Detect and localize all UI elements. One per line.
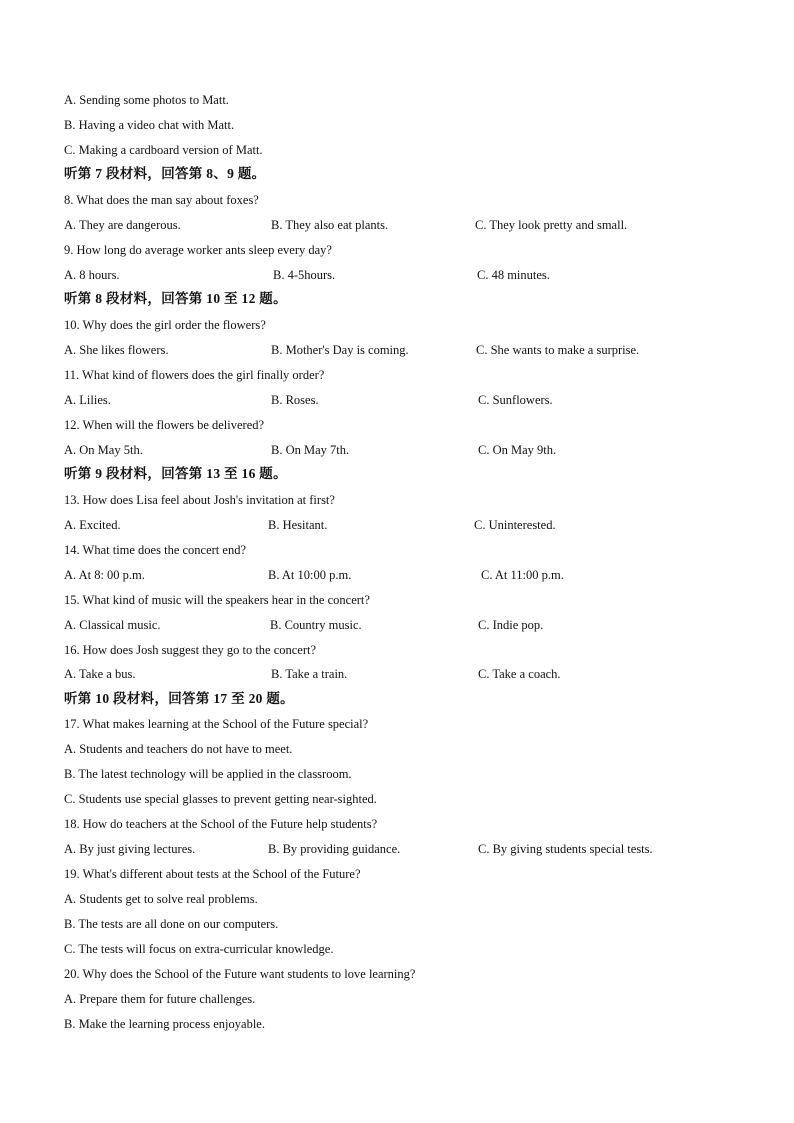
options-row bbox=[0, 343, 794, 357]
option-a: A. They are dangerous. bbox=[64, 218, 181, 232]
option-c: C. The tests will focus on extra-curricular knowledge. bbox=[64, 942, 334, 956]
options-row bbox=[0, 393, 794, 407]
option-b: B. Take a train. bbox=[271, 667, 348, 681]
question-13: 13. How does Lisa feel about Josh's invitation at first? bbox=[64, 493, 335, 507]
option-b: B. They also eat plants. bbox=[271, 218, 389, 232]
option-c: C. Students use special glasses to prevent getting near-sighted. bbox=[64, 792, 377, 806]
option-a: A. Lilies. bbox=[64, 393, 111, 407]
option-c: C. She wants to make a surprise. bbox=[476, 343, 640, 357]
question-9: 9. How long do average worker ants sleep every day? bbox=[64, 243, 332, 257]
option-a: A. Take a bus. bbox=[64, 667, 136, 681]
section-heading: 听第 8 段材料，回答第 10 至 12 题。 bbox=[64, 291, 287, 306]
option-a: A. Students and teachers do not have to meet. bbox=[64, 742, 293, 756]
option-a: A. Sending some photos to Matt. bbox=[64, 93, 229, 107]
option-a: A. Excited. bbox=[64, 518, 121, 532]
option-c: C. Sunflowers. bbox=[478, 393, 553, 407]
option-c: C. Take a coach. bbox=[478, 667, 561, 681]
option-b: B. At 10:00 p.m. bbox=[268, 568, 352, 582]
question-18: 18. How do teachers at the School of the Future help students? bbox=[64, 817, 378, 831]
option-a: A. On May 5th. bbox=[64, 443, 143, 457]
option-c: C. Indie pop. bbox=[478, 618, 544, 632]
option-a: A. 8 hours. bbox=[64, 268, 120, 282]
option-b: B. Hesitant. bbox=[268, 518, 328, 532]
question-14: 14. What time does the concert end? bbox=[64, 543, 246, 557]
option-c: C. By giving students special tests. bbox=[478, 842, 653, 856]
question-20: 20. Why does the School of the Future want students to love learning? bbox=[64, 967, 416, 981]
question-19: 19. What's different about tests at the School of the Future? bbox=[64, 867, 361, 881]
question-11: 11. What kind of flowers does the girl finally order? bbox=[64, 368, 325, 382]
option-b: B. 4-5hours. bbox=[273, 268, 336, 282]
options-row bbox=[0, 518, 794, 532]
options-row bbox=[0, 618, 794, 632]
option-a: A. She likes flowers. bbox=[64, 343, 169, 357]
option-b: B. On May 7th. bbox=[271, 443, 350, 457]
question-10: 10. Why does the girl order the flowers? bbox=[64, 318, 266, 332]
question-12: 12. When will the flowers be delivered? bbox=[64, 418, 265, 432]
section-heading: 听第 7 段材料，回答第 8、9 题。 bbox=[64, 166, 266, 181]
options-row bbox=[0, 268, 794, 282]
option-c: C. On May 9th. bbox=[478, 443, 557, 457]
option-b: B. The tests are all done on our computers. bbox=[64, 917, 279, 931]
section-heading: 听第 9 段材料，回答第 13 至 16 题。 bbox=[64, 466, 287, 481]
option-c: C. 48 minutes. bbox=[477, 268, 550, 282]
option-c: C. Making a cardboard version of Matt. bbox=[64, 143, 263, 157]
section-heading: 听第 10 段材料，回答第 17 至 20 题。 bbox=[64, 691, 294, 706]
options-row bbox=[0, 443, 794, 457]
option-b: B. By providing guidance. bbox=[268, 842, 401, 856]
option-b: B. Roses. bbox=[271, 393, 319, 407]
options-row bbox=[0, 218, 794, 232]
option-b: B. The latest technology will be applied in the classroom. bbox=[64, 767, 352, 781]
question-8: 8. What does the man say about foxes? bbox=[64, 193, 259, 207]
question-17: 17. What makes learning at the School of the Future special? bbox=[64, 717, 369, 731]
option-c: C. Uninterested. bbox=[474, 518, 556, 532]
option-a: A. Students get to solve real problems. bbox=[64, 892, 258, 906]
option-b: B. Country music. bbox=[270, 618, 362, 632]
option-c: C. At 11:00 p.m. bbox=[481, 568, 564, 582]
option-a: A. By just giving lectures. bbox=[64, 842, 196, 856]
option-b: B. Having a video chat with Matt. bbox=[64, 118, 235, 132]
options-row bbox=[0, 842, 794, 856]
option-a: A. Classical music. bbox=[64, 618, 161, 632]
options-row bbox=[0, 667, 794, 681]
option-a: A. Prepare them for future challenges. bbox=[64, 992, 256, 1006]
option-c: C. They look pretty and small. bbox=[475, 218, 628, 232]
question-16: 16. How does Josh suggest they go to the concert? bbox=[64, 643, 317, 657]
option-b: B. Mother's Day is coming. bbox=[271, 343, 409, 357]
option-b: B. Make the learning process enjoyable. bbox=[64, 1017, 265, 1031]
option-a: A. At 8: 00 p.m. bbox=[64, 568, 145, 582]
question-15: 15. What kind of music will the speakers hear in the concert? bbox=[64, 593, 370, 607]
options-row bbox=[0, 568, 794, 582]
